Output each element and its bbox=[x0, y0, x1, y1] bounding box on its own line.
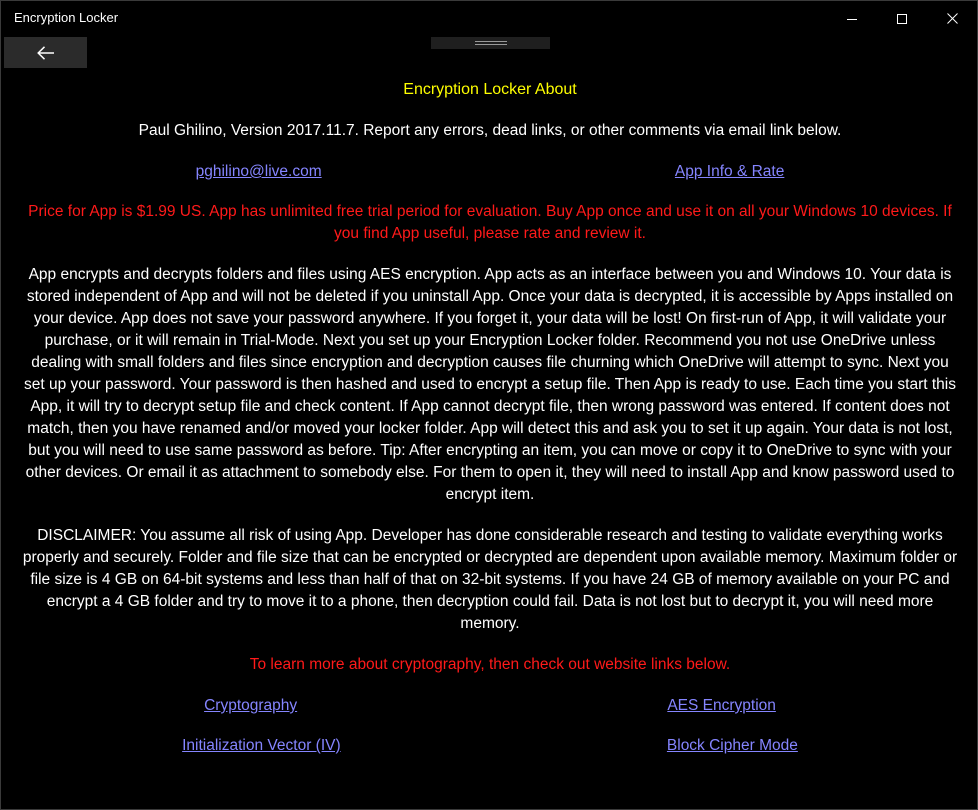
price-notice: Price for App is $1.99 US. App has unlimited free trial period for evaluation. Buy App once and use it on all your Windows 10 devices. If you find App useful, please rate and review it. bbox=[28, 203, 952, 242]
window-title: Encryption Locker bbox=[14, 10, 119, 25]
app-info-rate-link[interactable]: App Info & Rate bbox=[674, 163, 785, 180]
maximize-icon bbox=[897, 14, 907, 24]
maximize-button[interactable] bbox=[879, 1, 925, 36]
disclaimer-text: DISCLAIMER: You assume all risk of using App. Developer has done considerable research and testing to validate everything works properly and securely. Folder and file size that can be encrypted or decrypted are dependent upon available memory. Maximum folder or file size is 4 GB on 64-bit systems and less than half of that on 32-bit systems. If you have 24 GB of memory available on your PC and encrypt a 4 GB folder and try to move it to a phone, then decryption could fail. Data is not lost but to decrypt it, you will need more memory. bbox=[22, 527, 958, 632]
page-title: Encryption Locker About bbox=[403, 81, 577, 98]
reference-links-row-1 bbox=[19, 695, 961, 717]
grip-icon bbox=[475, 41, 507, 45]
minimize-icon bbox=[847, 14, 857, 24]
version-byline: Paul Ghilino, Version 2017.11.7. Report any errors, dead links, or other comments via email link below. bbox=[138, 122, 842, 139]
minimize-button[interactable] bbox=[829, 1, 875, 36]
cryptography-link[interactable]: Cryptography bbox=[204, 697, 298, 714]
arrow-left-icon bbox=[37, 46, 55, 60]
block-cipher-mode-link[interactable]: Block Cipher Mode bbox=[666, 737, 798, 754]
drag-handle[interactable] bbox=[431, 37, 550, 49]
aes-encryption-link[interactable]: AES Encryption bbox=[667, 697, 776, 714]
close-icon bbox=[947, 13, 958, 24]
about-content bbox=[19, 79, 961, 757]
email-link[interactable]: pghilino@live.com bbox=[195, 163, 322, 180]
initialization-vector-link[interactable]: Initialization Vector (IV) bbox=[182, 737, 341, 754]
title-bar[interactable] bbox=[1, 1, 977, 36]
contact-links bbox=[19, 161, 961, 183]
app-description: App encrypts and decrypts folders and files using AES encryption. App acts as an interface between you and Windows 10. Your data is stored independent of App and will not be deleted if you uninstall App. Once your data is decrypted, it is accessible by Apps installed on your device. App does not save your password anywhere. If you forget it, your data will be lost! On first-run of App, it will validate your purchase, or it will remain in Trial-Mode. Next you set up your Encryption Locker folder. Recommend you not use OneDrive unless dealing with small folders and files since encryption and decryption causes file churning which OneDrive will attempt to sync. Next you set up your password. Your password is then hashed and used to encrypt a setup file. Then App is ready to use. Each time you start this App, it will try to decrypt setup file and check content. If App cannot decrypt file, then wrong password was entered. If content does not match, then you have renamed and/or moved your locker folder. App will detect this and ask you to set it up again. Your data is not lost, but you will need to use same password as before. Tip: After encrypting an item, you can move or copy it to OneDrive to sync with your other devices. Or email it as attachment to somebody else. For them to open it, they will need to install App and know password used to encrypt item. bbox=[24, 266, 956, 503]
back-button[interactable] bbox=[4, 37, 87, 68]
learn-more-text: To learn more about cryptography, then check out website links below. bbox=[249, 656, 731, 673]
reference-links-row-2 bbox=[19, 735, 961, 757]
close-button[interactable] bbox=[929, 1, 975, 36]
